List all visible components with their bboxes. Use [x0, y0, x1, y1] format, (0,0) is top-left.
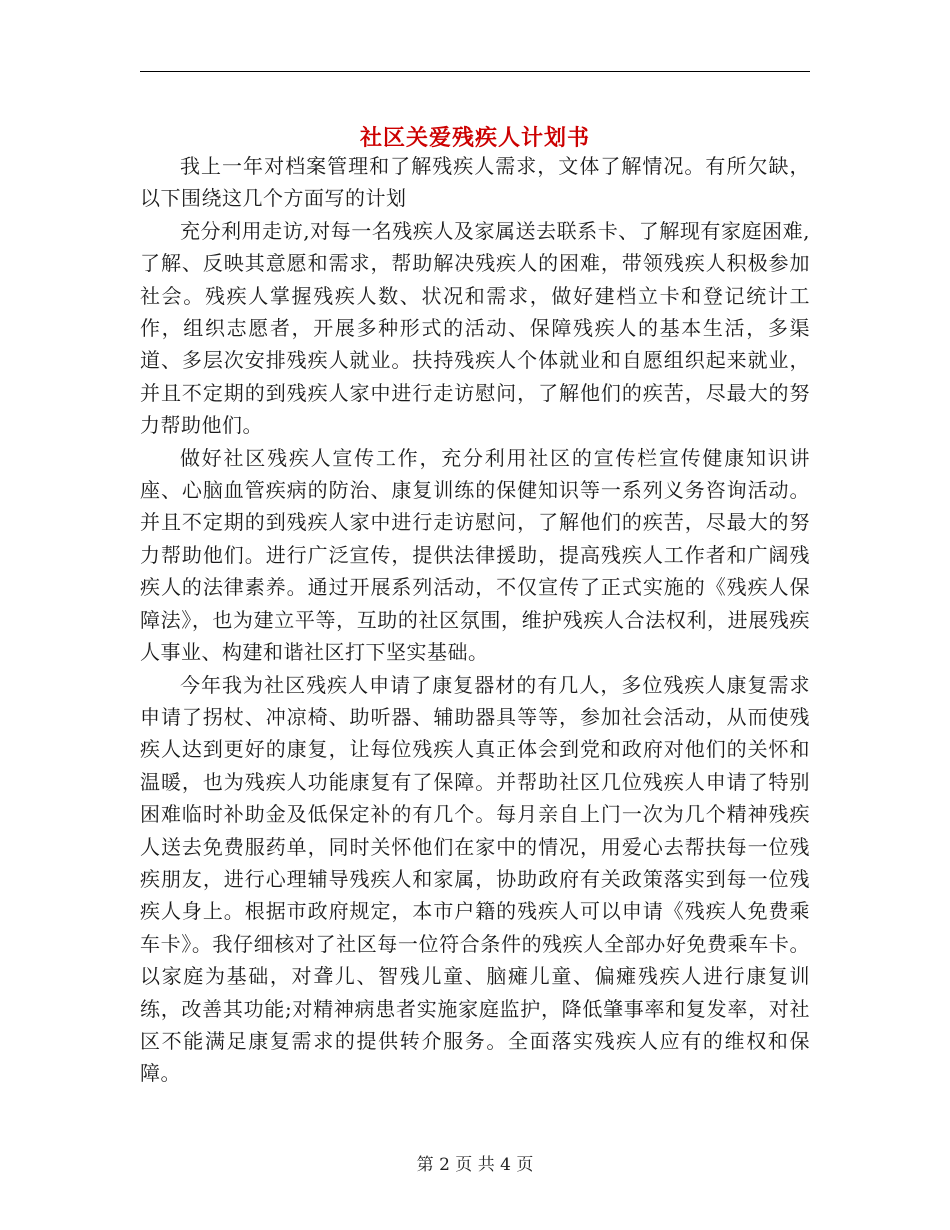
document-body: [140, 150, 810, 1090]
document-title: 社区关爱残疾人计划书: [359, 124, 590, 151]
paragraph-2: 充分利用走访,对每一名残疾人及家属送去联系卡、了解现有家庭困难,了解、反映其意愿和需求，帮助解决残疾人的困难，带领残疾人积极参加社会。残疾人掌握残疾人数、状况和需求，做好建档立卡和登记统计工作，组织志愿者，开展多种形式的活动、保障残疾人的基本生活，多渠道、多层次安排残疾人就业。扶持残疾人个体就业和自愿组织起来就业，并且不定期的到残疾人家中进行走访慰问，了解他们的疾苦，尽最大的努力帮助他们。: [140, 218, 810, 438]
page-number-footer: 第 2 页 共 4 页: [416, 1155, 534, 1175]
header-rule: [140, 71, 810, 72]
paragraph-3: 做好社区残疾人宣传工作，充分利用社区的宣传栏宣传健康知识讲座、心脑血管疾病的防治、康复训练的保健知识等一系列义务咨询活动。并且不定期的到残疾人家中进行走访慰问，了解他们的疾苦，尽最大的努力帮助他们。进行广泛宣传，提供法律援助，提高残疾人工作者和广阔残疾人的法律素养。通过开展系列活动，不仅宣传了正式实施的《残疾人保障法》，也为建立平等，互助的社区氛围，维护残疾人合法权利，进展残疾人事业、构建和谐社区打下坚实基础。: [140, 445, 810, 665]
paragraph-1: 我上一年对档案管理和了解残疾人需求，文体了解情况。有所欠缺，以下围绕这几个方面写的计划: [140, 154, 810, 211]
paragraph-4: 今年我为社区残疾人申请了康复器材的有几人，多位残疾人康复需求申请了拐杖、冲凉椅、助听器、辅助器具等等，参加社会活动，从而使残疾人达到更好的康复，让每位残疾人真正体会到党和政府对他们的关怀和温暖，也为残疾人功能康复有了保障。并帮助社区几位残疾人申请了特别困难临时补助金及低保定补的有几个。每月亲自上门一次为几个精神残疾人送去免费服药单，同时关怀他们在家中的情况，用爱心去帮扶每一位残疾朋友，进行心理辅导残疾人和家属，协助政府有关政策落实到每一位残疾人身上。根据市政府规定，本市户籍的残疾人可以申请《残疾人免费乘车卡》。我仔细核对了社区每一位符合条件的残疾人全部办好免费乘车卡。以家庭为基础，对聋儿、智残儿童、脑瘫儿童、偏瘫残疾人进行康复训练，改善其功能;对精神病患者实施家庭监护，降低肇事率和复发率，对社区不能满足康复需求的提供转介服务。全面落实残疾人应有的维权和保障。: [140, 672, 810, 1086]
